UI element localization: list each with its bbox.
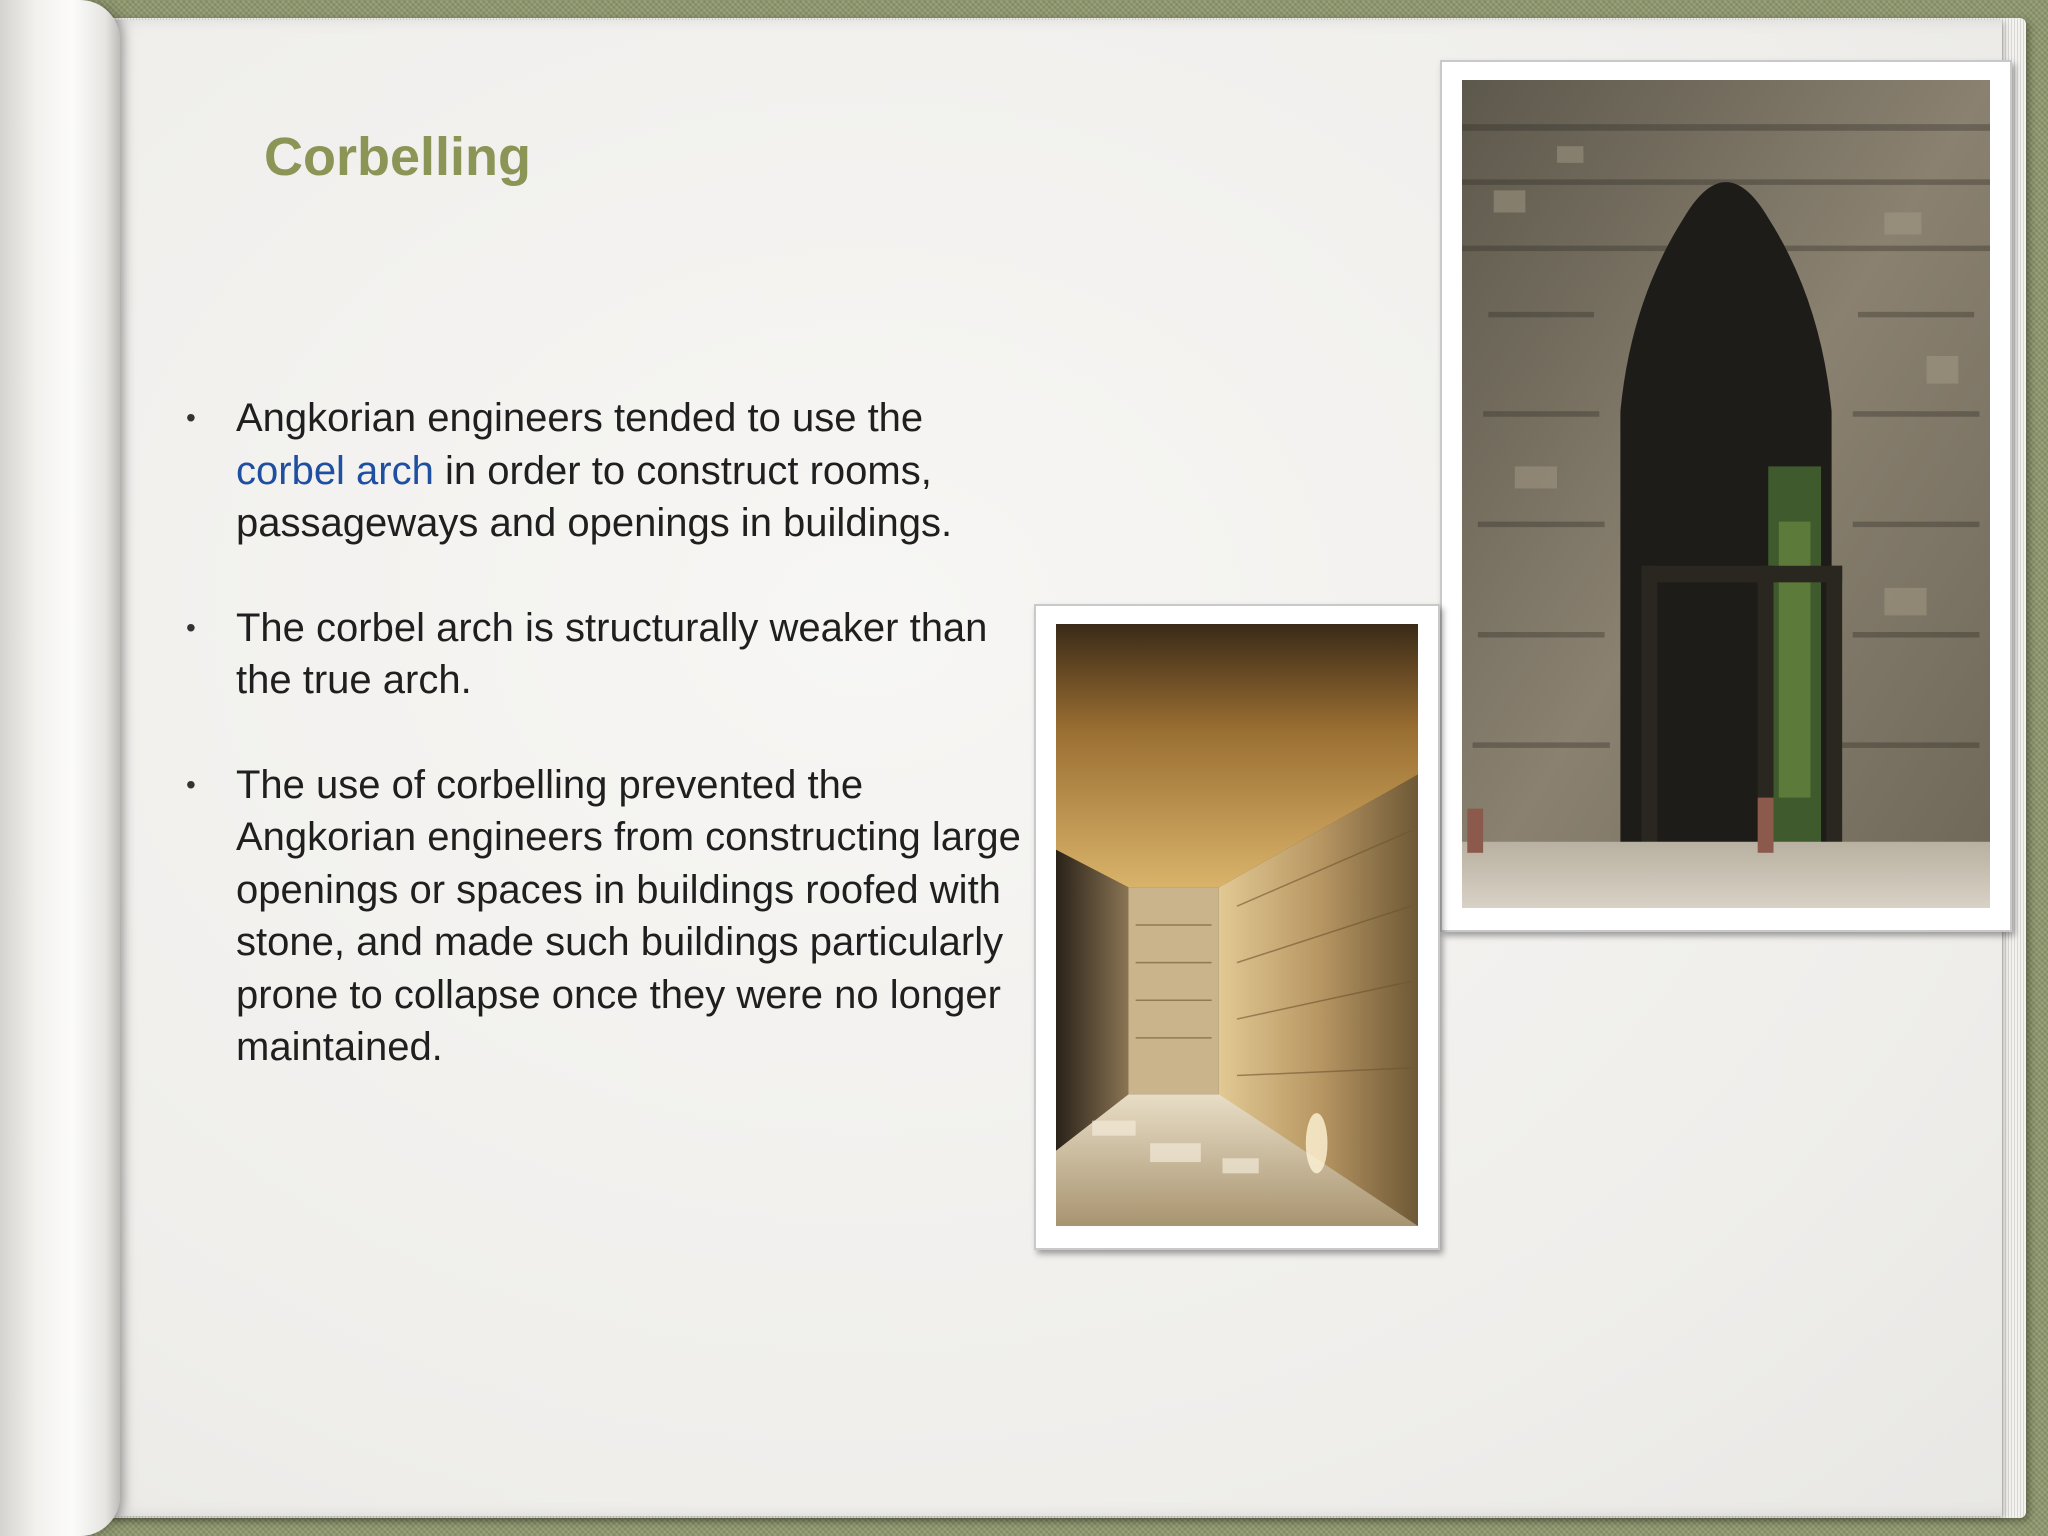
stone-gateway-image xyxy=(1462,80,1990,908)
slide-page xyxy=(108,20,2002,1516)
bullet-list xyxy=(180,392,1140,1126)
corbel-arch-link[interactable]: corbel arch xyxy=(236,448,434,493)
corbelled-corridor-image xyxy=(1056,624,1418,1226)
bullet-marker: • xyxy=(186,611,196,643)
bullet-item-2 xyxy=(180,602,1036,707)
bullet-marker: • xyxy=(186,402,196,433)
bullet-marker: • xyxy=(186,768,196,800)
gateway-photo-frame xyxy=(1440,60,2012,932)
bullet-item-1 xyxy=(180,392,1140,550)
corridor-photo-frame xyxy=(1034,604,1440,1250)
bullet-text: The use of corbelling prevented the Angkorian engineers from constructing large openings or spaces in buildings roofed with stone, and made such buildings particularly prone to collapse once they were no longer maintained. xyxy=(236,762,1021,1069)
bullet-text: Angkorian engineers tended to use the xyxy=(236,396,924,440)
slide-title: Corbelling xyxy=(264,127,531,187)
bullet-text: The corbel arch is structurally weaker than the true arch. xyxy=(236,605,988,702)
bullet-text-continued: in order to construct rooms, passageways and openings in buildings. xyxy=(236,448,953,545)
bullet-item-3 xyxy=(180,759,1036,1074)
previous-page-curl xyxy=(0,0,120,1536)
